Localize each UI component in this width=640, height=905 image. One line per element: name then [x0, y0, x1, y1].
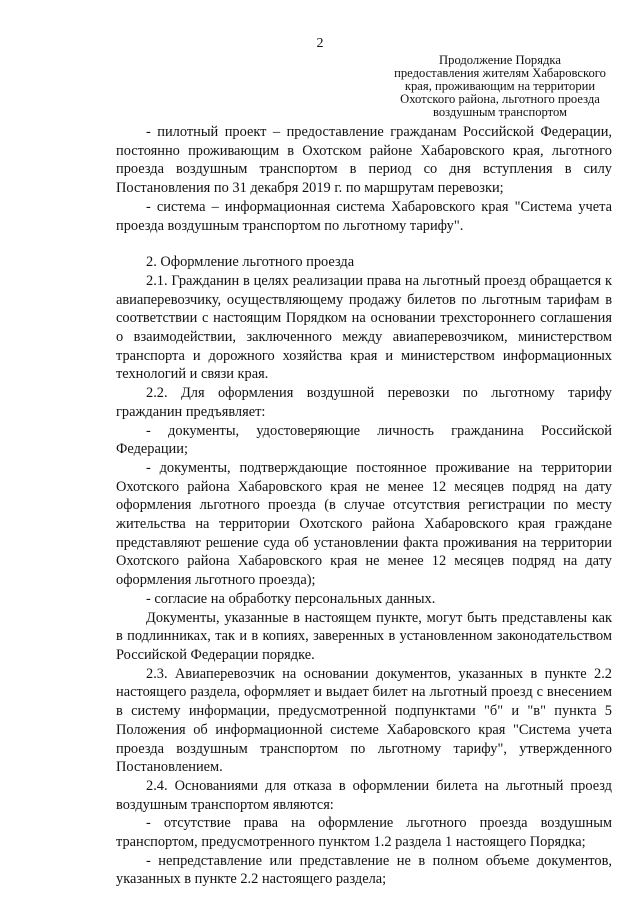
header-line: воздушным транспортом	[432, 105, 568, 119]
header-line: Продолжение Порядка	[439, 53, 561, 67]
document-header	[384, 54, 616, 119]
section-heading: 2. Оформление льготного проезда	[146, 254, 355, 271]
paragraph: 2.4. Основаниями для отказа в оформлении билета на льготный проезд воздушным транспортом являются:	[116, 777, 612, 813]
paragraph: - документы, удостоверяющие личность гражданина Российской Федерации;	[116, 422, 612, 458]
paragraph: - отсутствие права на оформление льготного проезда воздушным транспортом, предусмотренного пунктом 1.2 раздела 1 настоящего Порядка;	[116, 815, 612, 851]
paragraph: Документы, указанные в настоящем пункте, могут быть представлены как в подлинниках, так и в копиях, заверенных в установленном законодательством Российской Федерации порядке.	[116, 609, 612, 663]
paragraph: 2.1. Гражданин в целях реализации права на льготный проезд обращается к авиаперевозчику, осуществляющему продажу билетов по льготным тарифам в соответствии с настоящим Порядком на основании трехстороннего соглашения о взаимодействии, заключенного между авиаперевозчиком, министерством транспорта и дорожного хозяйства края и министерством информационных технологий и связи края.	[116, 272, 612, 383]
header-line: края, проживающим на территории	[404, 79, 596, 93]
document-body	[116, 123, 612, 889]
paragraph: 2.2. Для оформления воздушной перевозки по льготному тарифу гражданин предъявляет:	[116, 385, 612, 420]
paragraph: - документы, подтверждающие постоянное проживание на территории Охотского района Хабаровского края не менее 12 месяцев подряд на дату оформления льготного проезда (в случае отсутствия регистрации по месту жительства на территории Охотского района Хабаровского края граждане представляют решение суда об установлении факта проживания на территории Охотского района Хабаровского края не менее 12 месяцев подряд на дату оформления льготного проезда);	[116, 459, 612, 589]
paragraph: - пилотный проект – предоставление гражданам Российской Федерации, постоянно проживающим в Охотском районе Хабаровского края, льготного проезда воздушным транспортом в период со дня вступления в силу Постановления по 31 декабря 2019 г. по маршрутам перевозки;	[116, 124, 612, 197]
header-line: предоставления жителям Хабаровского	[394, 66, 606, 80]
paragraph: - согласие на обработку персональных данных.	[146, 590, 436, 607]
header-line: Охотского района, льготного проезда	[400, 92, 600, 106]
paragraph: - непредставление или представление не в полном объеме документов, указанных в пункте 2.2 настоящего раздела;	[116, 852, 612, 888]
paragraph: - система – информационная система Хабаровского края "Система учета проезда воздушным транспортом по льготному тарифу".	[116, 198, 612, 234]
page-number: 2	[316, 36, 324, 51]
paragraph: 2.3. Авиаперевозчик на основании документов, указанных в пункте 2.2 настоящего раздела, оформляет и выдает билет на льготный проезд с внесением в систему информации, предусмотренной подпунктами "б" и "в" пункта 5 Положения об информационной системе Хабаровского края "Система учета проезда воздушным транспортом по льготному тарифу", утвержденного Постановлением.	[116, 665, 612, 776]
